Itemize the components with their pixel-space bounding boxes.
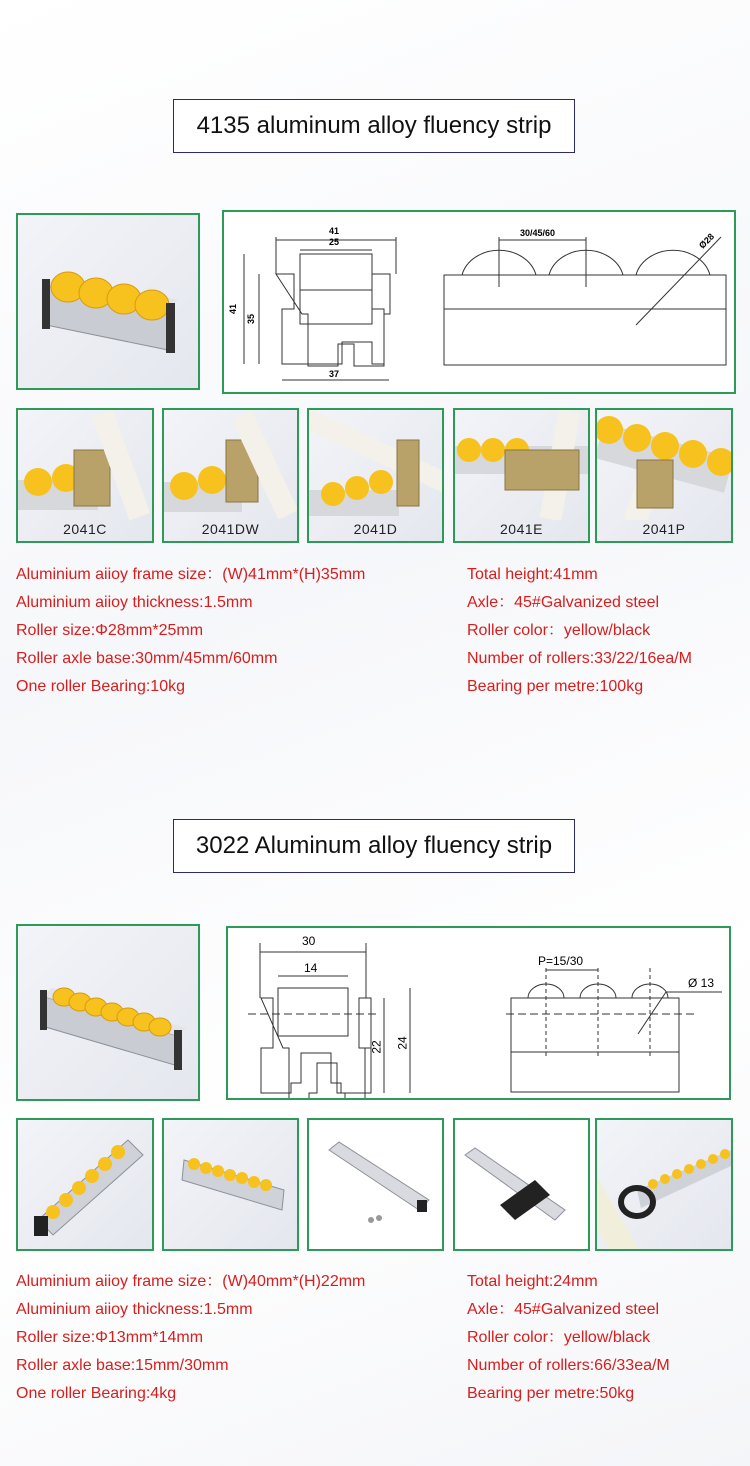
spec-axle: Axle：45#Galvanized steel — [467, 1301, 660, 1318]
section1-title-text: 4135 aluminum alloy fluency strip — [196, 112, 552, 139]
spec-axle-base: Roller axle base:15mm/30mm — [16, 1357, 229, 1374]
accessory-2041dw — [162, 408, 299, 543]
dim-frame-height: 22 — [369, 1040, 384, 1054]
spec-axle: Axle：45#Galvanized steel — [467, 594, 660, 611]
spec-roller-bearing: One roller Bearing:10kg — [16, 678, 185, 695]
section2-specs-right — [467, 1268, 670, 1408]
section2-technical-drawing — [226, 926, 731, 1100]
accessory-2041e — [453, 408, 590, 543]
product-view-3 — [307, 1118, 444, 1251]
dim-diameter: Ø 13 — [688, 976, 715, 990]
dim-base-width: 37 — [329, 369, 340, 379]
accessory-2041d — [307, 408, 444, 543]
accessory-label: 2041DW — [201, 521, 260, 537]
roller-strip-8-icon — [18, 926, 198, 1099]
pipe-clamp-icon — [597, 1120, 731, 1249]
spec-frame-size: Aluminium aiioy frame size：(W)41mm*(H)35mm — [16, 566, 366, 583]
connector-icon — [18, 410, 152, 520]
aluminum-profile-icon — [309, 1120, 442, 1249]
accessory-label: 2041P — [642, 521, 686, 537]
accessory-label: 2041E — [500, 521, 543, 537]
section2-specs-left — [16, 1268, 365, 1408]
spec-roller-size: Roller size:Φ13mm*14mm — [16, 1329, 204, 1346]
roller-strip-diagonal-icon — [18, 1120, 152, 1249]
product-view-1 — [16, 1118, 154, 1251]
section1-technical-drawing — [222, 210, 736, 394]
section1-title — [173, 99, 575, 153]
dim-roller-width: 25 — [329, 237, 340, 247]
accessory-2041c — [16, 408, 154, 543]
profile-drawing-icon — [224, 212, 734, 392]
spec-total-height: Total height:41mm — [467, 566, 598, 583]
roller-strip-side-icon — [164, 1120, 297, 1249]
spec-thickness: Aluminium aiioy thickness:1.5mm — [16, 594, 253, 611]
section1-specs-left — [16, 561, 365, 701]
dim-pitch: P=15/30 — [538, 954, 584, 968]
accessory-label: 2041C — [63, 521, 107, 537]
dim-roller-width: 14 — [304, 961, 318, 975]
spec-bearing-per-metre: Bearing per metre:100kg — [467, 678, 644, 695]
accessory-2041p — [595, 408, 733, 543]
connector-icon — [597, 410, 731, 520]
connector-icon — [309, 410, 442, 520]
spec-roller-color: Roller color：yellow/black — [467, 622, 651, 639]
spec-bearing-per-metre: Bearing per metre:50kg — [467, 1385, 635, 1402]
spec-roller-color: Roller color：yellow/black — [467, 1329, 651, 1346]
spec-roller-size: Roller size:Φ28mm*25mm — [16, 622, 204, 639]
spec-roller-count: Number of rollers:33/22/16ea/M — [467, 650, 692, 667]
product-view-2 — [162, 1118, 299, 1251]
accessory-label: 2041D — [353, 521, 398, 537]
profile-drawing-icon — [228, 928, 729, 1098]
spec-roller-count: Number of rollers:66/33ea/M — [467, 1357, 670, 1374]
section2-product-photo — [16, 924, 200, 1101]
dim-pitch: 30/45/60 — [520, 228, 556, 238]
connector-icon — [164, 410, 297, 520]
spec-axle-base: Roller axle base:30mm/45mm/60mm — [16, 650, 278, 667]
dim-outer-width: 41 — [329, 226, 340, 236]
product-view-4 — [453, 1118, 590, 1251]
spec-roller-bearing: One roller Bearing:4kg — [16, 1385, 177, 1402]
roller-strip-4-icon — [18, 215, 198, 388]
connector-icon — [455, 410, 588, 520]
spec-thickness: Aluminium aiioy thickness:1.5mm — [16, 1301, 253, 1318]
dim-frame-height: 35 — [246, 313, 257, 325]
section1-product-photo — [16, 213, 200, 390]
bracket-icon — [455, 1120, 588, 1249]
spec-frame-size: Aluminium aiioy frame size：(W)40mm*(H)22mm — [16, 1273, 366, 1290]
dim-diameter: Ø28 — [696, 231, 717, 251]
spec-total-height: Total height:24mm — [467, 1273, 598, 1290]
section2-title-text: 3022 Aluminum alloy fluency strip — [195, 832, 553, 859]
dim-outer-width: 30 — [302, 934, 316, 948]
product-view-5 — [595, 1118, 733, 1251]
dim-total-height: 41 — [228, 303, 239, 315]
dim-total-height: 24 — [395, 1036, 410, 1050]
section1-specs-right — [467, 561, 692, 701]
section2-title — [173, 819, 575, 873]
